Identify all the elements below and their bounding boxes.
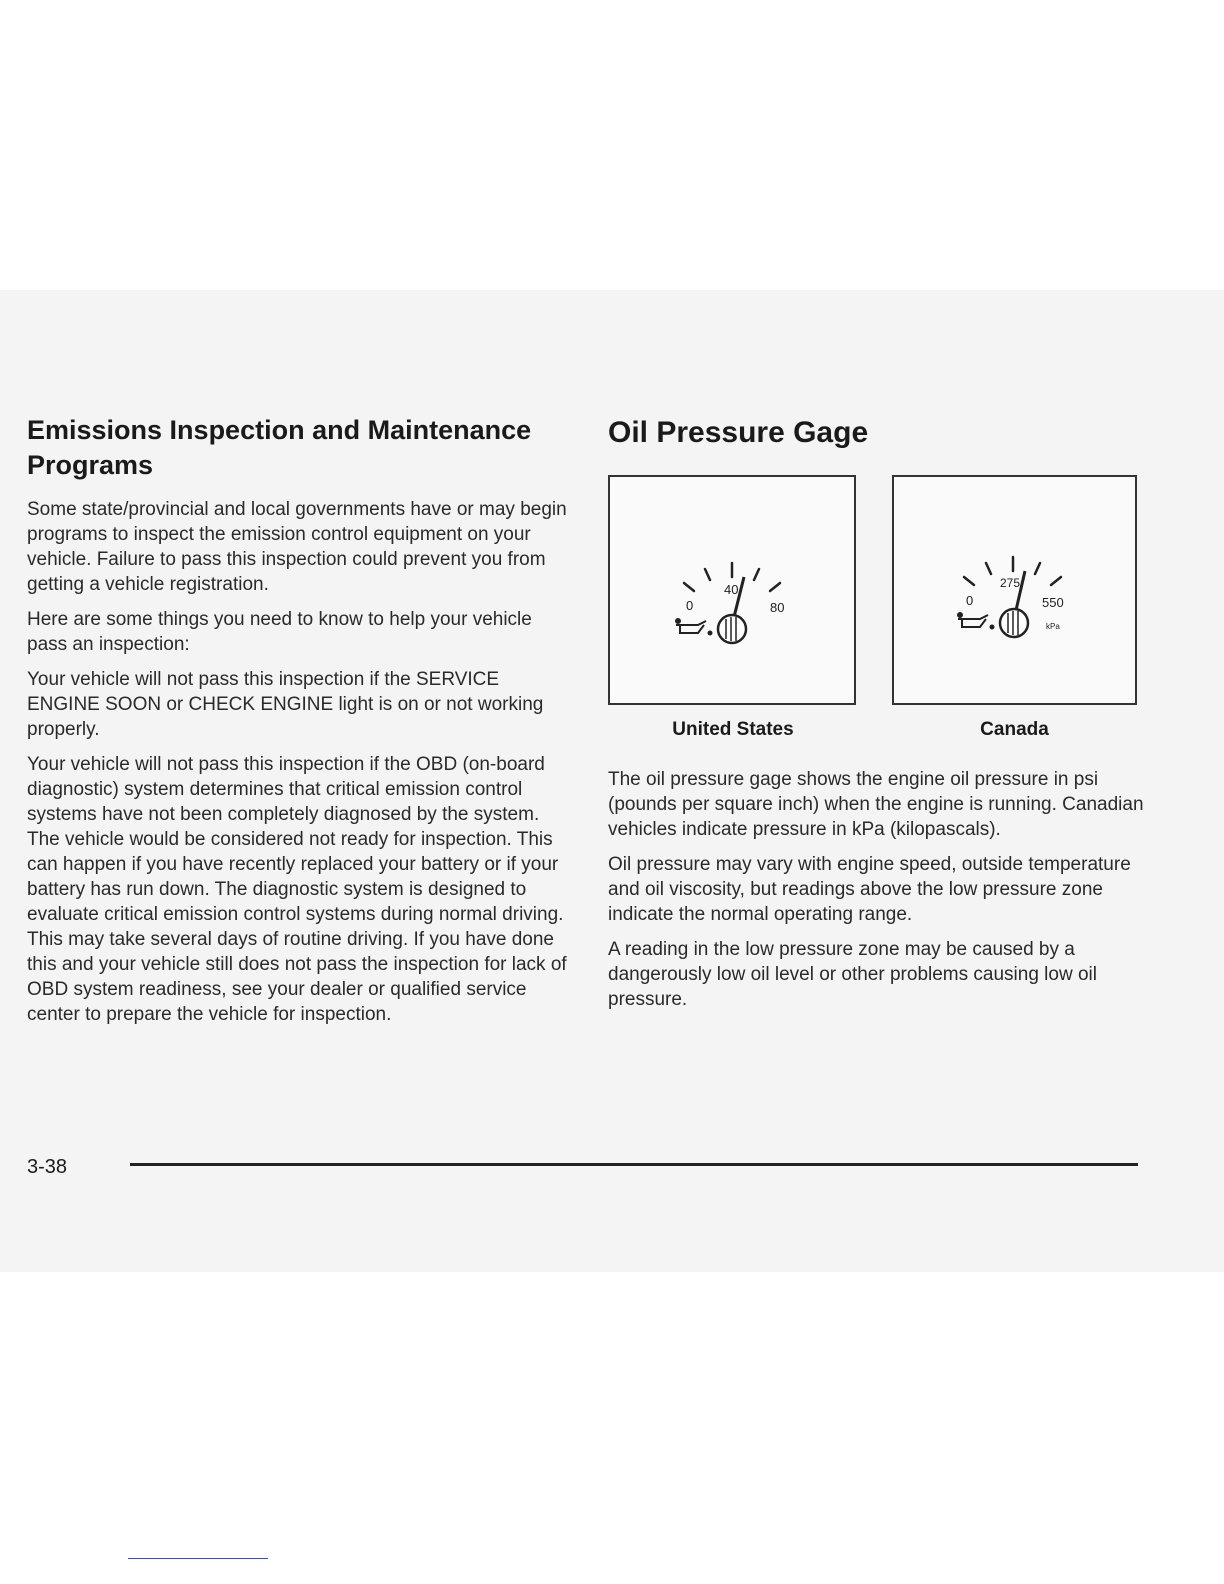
tick-mark	[770, 583, 780, 591]
tick-mark	[964, 577, 974, 585]
canada-gauge-unit-label: kPa	[1046, 622, 1060, 631]
link-underline	[128, 1558, 268, 1559]
oil-pressure-paragraph-2: Oil pressure may vary with engine speed, outside temperature and oil viscosity, but readings above the low pressure zone indicate the normal operating range.	[608, 854, 1131, 925]
canada-gauge-panel	[892, 475, 1137, 705]
oil-can-icon	[676, 619, 712, 635]
gauge-hub-icon	[1000, 609, 1028, 637]
canada-gauge-mid-label: 275	[1000, 576, 1021, 590]
canada-gauge-graphic	[894, 477, 1135, 703]
us-gauge-mid-label: 40	[724, 582, 739, 597]
us-gauge-max-label: 80	[770, 600, 785, 615]
us-gauge-min-label: 0	[686, 598, 694, 613]
us-gauge-panel	[608, 475, 856, 705]
canada-gauge-max-label: 550	[1042, 595, 1064, 610]
emissions-paragraph-4: Your vehicle will not pass this inspection if the OBD (on-board diagnostic) system determines that critical emission control systems have not been completely diagnosed by the system. The vehicle would be considered not ready for inspection. This can happen if you have recently replaced your battery or if your battery has run down. The diagnostic system is designed to evaluate critical emission control systems during normal driving. This may take several days of routine driving. If you have done this and your vehicle still does not pass the inspection for lack of OBD system readiness, see your dealer or qualified service center to prepare the vehicle for inspection.	[27, 754, 567, 1025]
emissions-paragraph-1: Some state/provincial and local governments have or may begin programs to inspect the emission control equipment on your vehicle. Failure to pass this inspection could prevent you from getting a vehicle registration.	[27, 499, 567, 595]
tick-mark	[1035, 563, 1040, 574]
oil-pressure-section-title: Oil Pressure Gage	[608, 416, 869, 449]
tick-mark	[754, 569, 759, 580]
tick-mark	[986, 563, 991, 574]
tick-mark	[705, 569, 710, 580]
emissions-paragraph-3: Your vehicle will not pass this inspection if the SERVICE ENGINE SOON or CHECK ENGINE light is on or not working properly.	[27, 669, 544, 740]
footer-rule	[130, 1163, 1138, 1166]
page-number: 3-38	[27, 1156, 68, 1178]
gauge-hub-icon	[718, 615, 746, 643]
canada-gauge-caption: Canada	[980, 719, 1049, 740]
emissions-section-title: Emissions Inspection and Maintenance Programs	[27, 415, 532, 480]
oil-can-icon	[958, 613, 994, 629]
right-column	[608, 413, 1148, 1022]
canada-gauge-min-label: 0	[966, 593, 974, 608]
us-gauge-caption: United States	[672, 719, 794, 740]
emissions-paragraph-2: Here are some things you need to know to help your vehicle pass an inspection:	[27, 609, 532, 655]
oil-pressure-paragraph-1: The oil pressure gage shows the engine oil pressure in psi (pounds per square inch) when the engine is running. Canadian vehicles indicate pressure in kPa (kilopascals).	[608, 769, 1144, 840]
tick-mark	[1051, 577, 1061, 585]
oil-pressure-paragraph-3: A reading in the low pressure zone may be caused by a dangerously low oil level or other problems causing low oil pressure.	[608, 939, 1097, 1010]
us-gauge-graphic	[610, 477, 854, 703]
tick-mark	[684, 583, 694, 591]
gauge-illustrations	[608, 475, 1148, 767]
left-column	[27, 413, 567, 1037]
